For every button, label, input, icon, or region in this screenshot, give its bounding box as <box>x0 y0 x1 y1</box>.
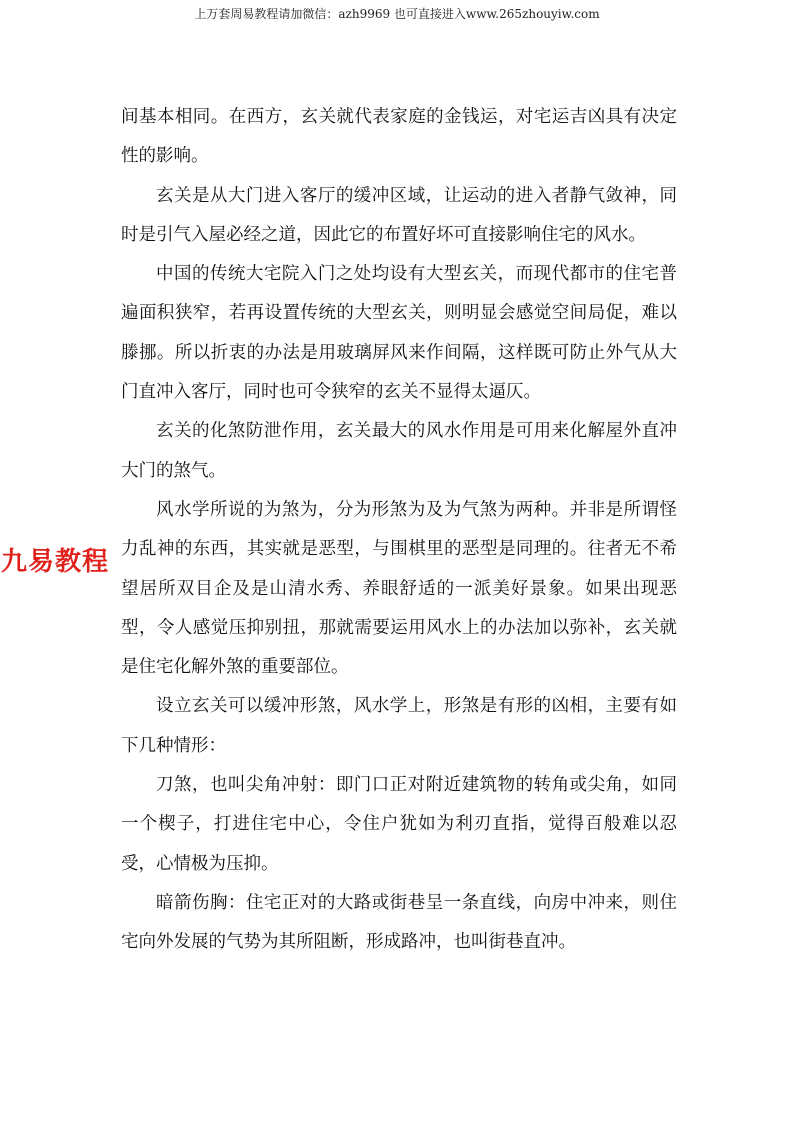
paragraph-3: 中国的传统大宅院入门之处均设有大型玄关，而现代都市的住宅普遍面积狭窄，若再设置传统的大型玄关，则明显会感觉空间局促，难以滕挪。所以折衷的办法是用玻璃屏风来作间隔，这样既可防止外气从大门直冲入客厅，同时也可令狭窄的玄关不显得太逼仄。 <box>121 264 677 403</box>
paragraph-4: 玄关的化煞防泄作用，玄关最大的风水作用是可用来化解屋外直冲大门的煞气。 <box>121 421 677 481</box>
paragraph-8: 暗箭伤胸：住宅正对的大路或街巷呈一条直线，向房中冲来，则住宅向外发展的气势为其所阻断，形成路冲，也叫街巷直冲。 <box>121 892 677 953</box>
paragraph-2: 玄关是从大门进入客厅的缓冲区域，让运动的进入者静气敛神，同时是引气入屋必经之道，因此它的布置好坏可直接影响住宅的风水。 <box>121 185 677 245</box>
paragraph-6: 设立玄关可以缓冲形煞，风水学上，形煞是有形的凶相，主要有如下几种情形： <box>121 696 677 756</box>
paragraph-7: 刀煞，也叫尖角冲射：即门口正对附近建筑物的转角或尖角，如同一个楔子，打进住宅中心，令住户犹如为利刃直指，觉得百般难以忍受，心情极为压抑。 <box>121 775 677 874</box>
page-header-notice: 上万套周易教程请加微信：azh9969 也可直接进入www.265zhouyiw.com <box>194 7 600 21</box>
paragraph-1: 间基本相同。在西方，玄关就代表家庭的金钱运，对宅运吉凶具有决定性的影响。 <box>121 107 677 167</box>
paragraph-5: 风水学所说的为煞为，分为形煞为及为气煞为两种。并非是所谓怪力乱神的东西，其实就是恶型，与围棋里的恶型是同理的。往者无不希望居所双目企及是山清水秀、养眼舒适的一派美好景象。如果出现恶型，令人感觉压抑别扭，那就需要运用风水上的办法加以弥补，玄关就是住宅化解外煞的重要部位。 <box>121 499 677 678</box>
document-body <box>121 98 677 963</box>
watermark-logo: 九易教程 <box>1 547 110 577</box>
